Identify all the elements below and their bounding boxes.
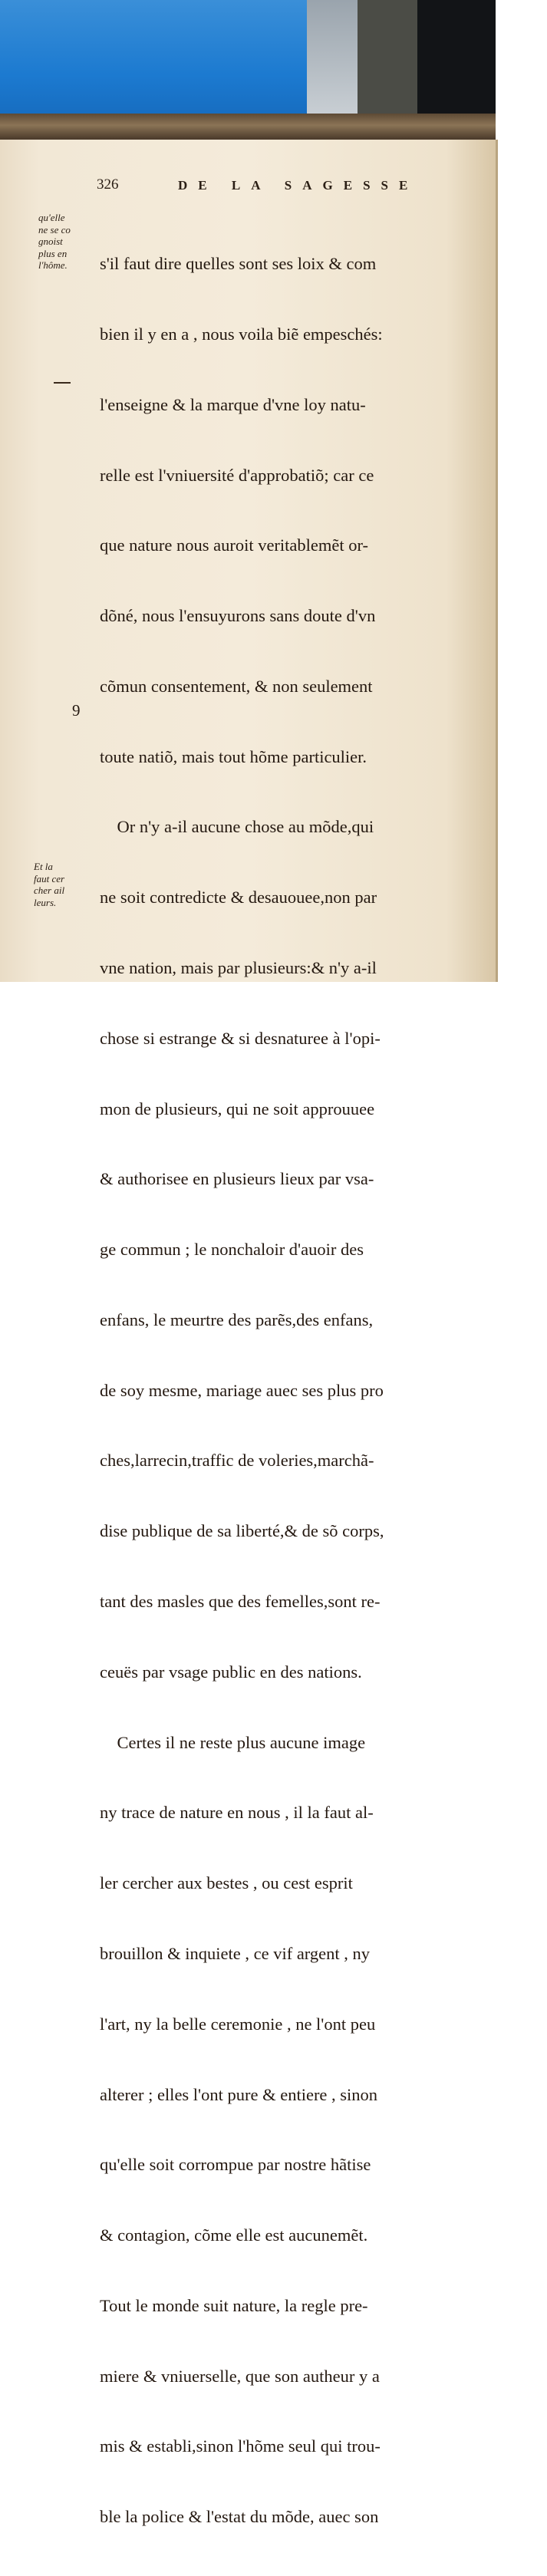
black-object [417,0,496,115]
text-line: Tout le monde suit nature, la regle pre- [100,2295,368,2315]
margin-dash [54,382,71,384]
page-number: 326 [97,176,119,193]
text-line: & authorisee en plusieurs lieux par vsa- [100,1169,374,1189]
running-title: DE LA SAGESSE [178,178,419,193]
text-line: ches,larrecin,traffic de voleries,marchã- [100,1451,374,1471]
text-line: bien il y en a , nous voila biẽ empeschés: [100,324,383,344]
text-line: s'il faut dire quelles sont ses loix & com [100,254,377,274]
grey-card [307,0,358,117]
text-line: ne soit contredicte & desauouee,non par [100,888,377,908]
text-line: toute natiõ, mais tout hõme particulier. [100,746,367,766]
text-line: Or n'y a-il aucune chose au mõde,qui [100,817,374,837]
text-line: ble la police & l'estat du mõde, auec son [100,2507,379,2527]
text-line: ny trace de nature en nous , il la faut al- [100,1803,374,1823]
text-line: vne nation, mais par plusieurs:& n'y a-il [100,958,377,977]
text-line: relle est l'vniuersité d'approbatiõ; car ce [100,465,374,485]
book-spine-edge [0,114,496,143]
section-number: 9 [72,701,81,720]
book-page [0,140,498,2527]
text-line: enfans, le meurtre des parẽs,des enfans, [100,1309,374,1329]
text-line: dõné, nous l'ensuyurons sans doute d'vn [100,606,376,626]
text-line: miere & vniuerselle, que son autheur y a [100,2366,380,2386]
dark-object [358,0,417,114]
text-line: tant des masles que des femelles,sont re- [100,1592,381,1612]
body-text [100,206,468,2576]
text-line: de soy mesme, mariage auec ses plus pro [100,1380,384,1400]
text-line: ge commun ; le nonchaloir d'auoir des [100,1240,364,1260]
text-line: cõmun consentement, & non seulement [100,676,373,696]
text-line: mis & establi,sinon l'hõme seul qui trou- [100,2436,381,2456]
text-line: l'art, ny la belle ceremonie , ne l'ont peu [100,2014,376,2034]
text-line: qu'elle soit corrompue par nostre hãtise [100,2155,371,2175]
text-line: dise publique de sa liberté,& de sõ corps, [100,1521,384,1541]
marginal-note-2: Et la faut cer cher ail leurs. [34,861,65,908]
text-line: brouillon & inquiete , ce vif argent , ny [100,1943,371,1963]
photo-background [0,0,496,143]
text-line: & contagion, cõme elle est aucunemẽt. [100,2225,368,2245]
running-head [77,176,430,198]
text-line: ler cercher aux bestes , ou cest esprit [100,1873,353,1893]
text-line: Certes il ne reste plus aucune image [100,1732,366,1752]
text-line: ceuës par vsage public en des nations. [100,1662,362,1682]
text-line: que nature nous auroit veritablemẽt or- [100,535,369,555]
text-line: alterer ; elles l'ont pure & entiere , sinon [100,2084,378,2104]
marginal-note-1: qu'elle ne se co gnoist plus en l'hôme. [38,212,71,271]
text-line: chose si estrange & si desnaturee à l'opi- [100,1028,381,1048]
text-line: mon de plusieurs, qui ne soit approuuee [100,1099,375,1118]
text-line: l'enseigne & la marque d'vne loy natu- [100,394,366,414]
